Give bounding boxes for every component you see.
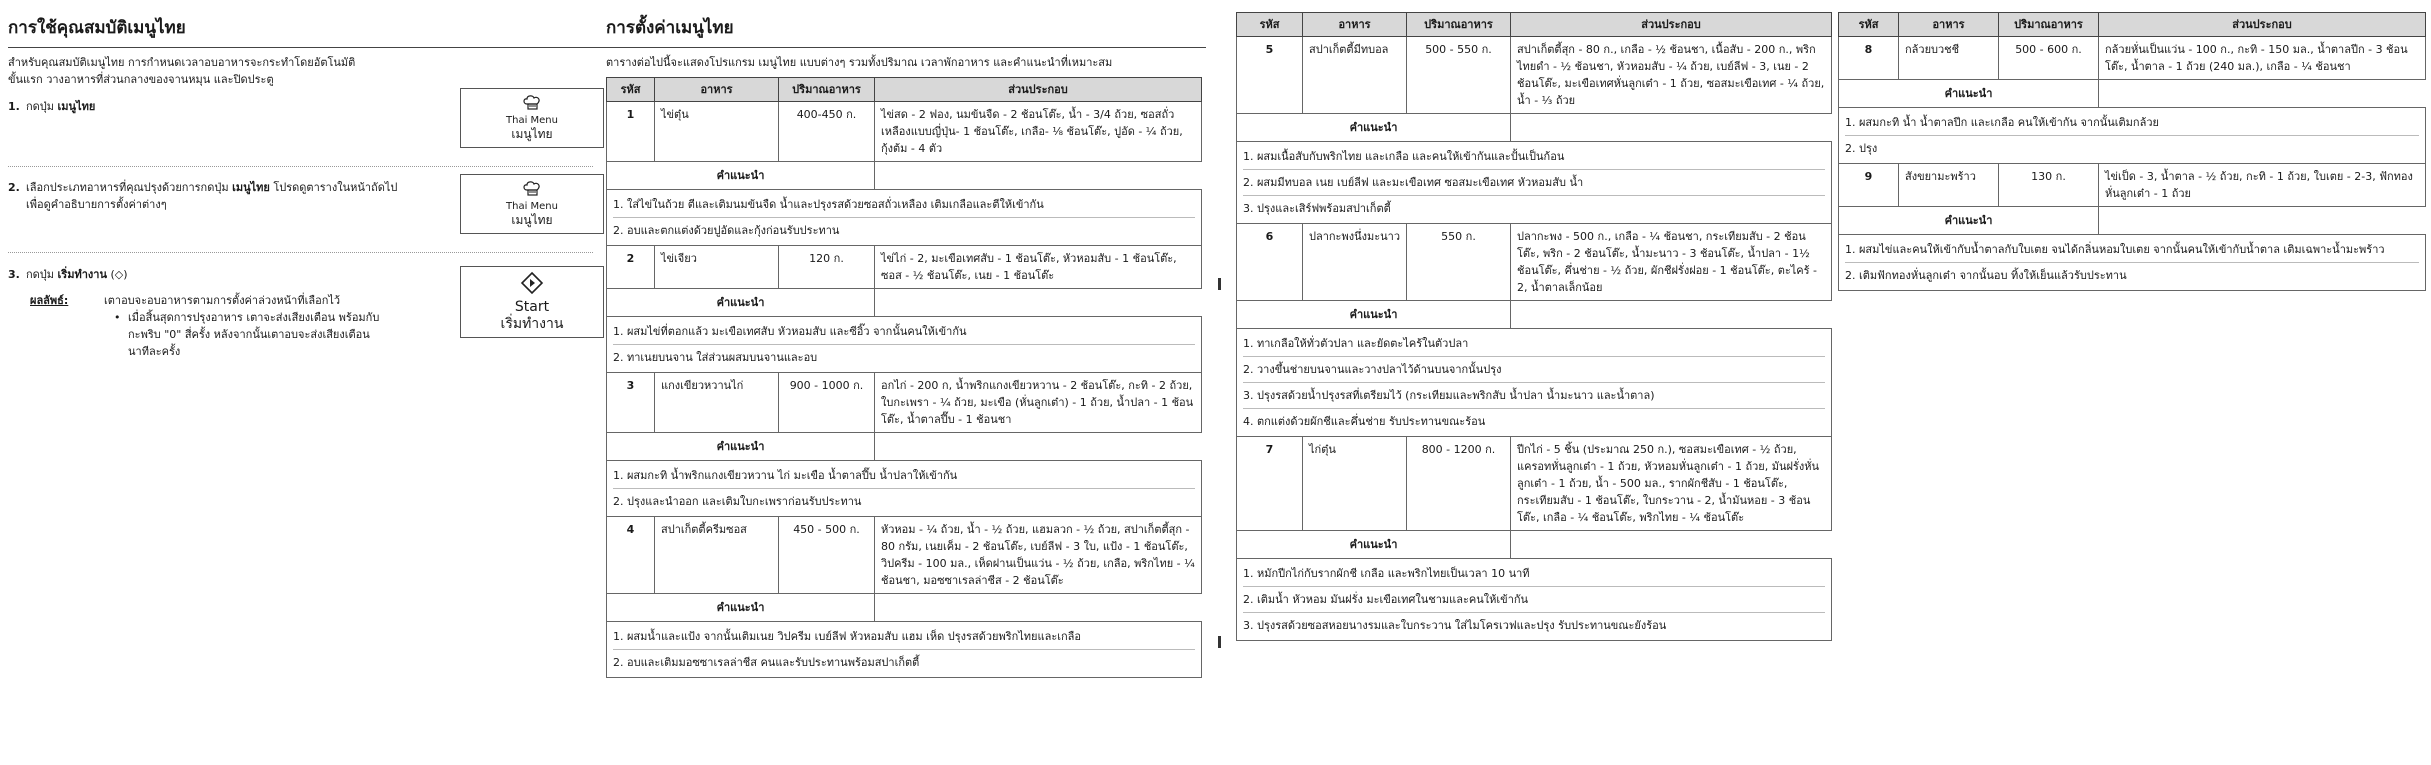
- bullet-line-2: กะพริบ "0" สี่ครั้ง หลังจากนั้นเตาอบจะส่งเสียงเตือน: [128, 328, 370, 341]
- advice-header-row: [1839, 80, 2426, 108]
- result-text: เตาอบจะอบอาหารตามการตั้งค่าล่วงหน้าที่เลือกไว้: [104, 294, 341, 307]
- start-symbol-text: (◇): [106, 268, 128, 281]
- start-label-th: เริ่มทำงาน: [500, 316, 564, 332]
- start-diamond-icon: [520, 271, 544, 299]
- cell-code: 6: [1237, 224, 1303, 301]
- page-edge-mark: [1218, 636, 1221, 648]
- cell-ingredients: ไข่ไก่ - 2, มะเขือเทศสับ - 1 ช้อนโต๊ะ, หัวหอมสับ - 1 ช้อนโต๊ะ, ซอส - ½ ช้อนโต๊ะ, เนย - 1 ช้อนโต๊ะ: [875, 246, 1202, 289]
- start-label-en: Start: [514, 299, 550, 315]
- step-text-tail: โปรดดูตารางในหน้าถัดไป: [269, 181, 398, 194]
- table-row: [607, 373, 1202, 433]
- cell-quantity: 500 - 600 ก.: [1999, 37, 2099, 80]
- cell-code: 5: [1237, 37, 1303, 114]
- thai-menu-label-th: เมนูไทย: [511, 127, 553, 141]
- cell-food: สังขยามะพร้าว: [1899, 164, 1999, 207]
- advice-header-row: [1237, 531, 1832, 559]
- advice-step: 2. อบและเติมมอซซาเรลล่าชีส คนและรับประทานพร้อมสปาเก็ตตี้: [613, 656, 920, 669]
- advice-row: [607, 190, 1202, 246]
- col-header-ingredients: ส่วนประกอบ: [875, 78, 1202, 102]
- cell-quantity: 800 - 1200 ก.: [1407, 437, 1511, 531]
- advice-step: 2. เติมฟักทองหั่นลูกเต๋า จากนั้นอบ ทิ้งให้เย็นแล้วรับประทาน: [1845, 269, 2127, 282]
- cell-food: สปาเก็ตตี้ครีมซอส: [655, 517, 779, 594]
- menu-table-column-3: [1236, 12, 1836, 641]
- cell-quantity: 130 ก.: [1999, 164, 2099, 207]
- advice-cell: [607, 622, 1202, 678]
- col-header-quantity: ปริมาณอาหาร: [779, 78, 875, 102]
- advice-row: [607, 461, 1202, 517]
- step-key-name: เมนูไทย: [232, 181, 270, 194]
- advice-cell: [1237, 559, 1832, 641]
- step-number: 1.: [8, 100, 20, 113]
- advice-step: 2. เติมน้ำ หัวหอม มันฝรั่ง มะเขือเทศในชามและคนให้เข้ากัน: [1243, 587, 1825, 613]
- table-row: [1839, 164, 2426, 207]
- advice-step: 1. ผสมกะทิ น้ำ น้ำตาลปีก และเกลือ คนให้เข้ากัน จากนั้นเติมกล้วย: [1845, 110, 2419, 136]
- advice-header-row: [1237, 301, 1832, 329]
- col-header-food: อาหาร: [1899, 13, 1999, 37]
- bullet-line-3: นาทีละครั้ง: [128, 345, 181, 358]
- col-header-food: อาหาร: [1303, 13, 1407, 37]
- advice-label: คำแนะนำ: [1839, 80, 2099, 108]
- step-key-name: เริ่มทำงาน: [57, 268, 107, 281]
- cell-food: สปาเก็ตตี้มีทบอล: [1303, 37, 1407, 114]
- step-text: เลือกประเภทอาหารที่คุณปรุงด้วยการกดปุ่ม: [26, 181, 233, 194]
- result-label: ผลลัพธ์:: [30, 294, 69, 307]
- table-row: [607, 517, 1202, 594]
- advice-label: คำแนะนำ: [607, 594, 875, 622]
- advice-step: 1. หมักปีกไก่กับรากผักชี เกลือ และพริกไทยเป็นเวลา 10 นาที: [1243, 561, 1825, 587]
- advice-row: [607, 317, 1202, 373]
- cell-code: 9: [1839, 164, 1899, 207]
- cell-code: 2: [607, 246, 655, 289]
- cell-code: 8: [1839, 37, 1899, 80]
- table-row: [1237, 37, 1832, 114]
- cell-ingredients: สปาเก็ตตี้สุก - 80 ก., เกลือ - ½ ช้อนชา, เนื้อสับ - 200 ก., พริกไทยดำ - ½ ช้อนชา, หัวหอมสับ - ¼ ถ้วย, เบย์ลีฟ - 3, เนย - 2 ช้อนโต๊ะ, มะเขือเทศหั่นลูกเต๋า - 1 ถ้วย, ซอสมะเขือเทศ - ¼ ถ้วย, น้ำ - ⅓ ถ้วย: [1511, 37, 1832, 114]
- advice-cell: [607, 461, 1202, 517]
- menu-table-part-2: [1236, 12, 1832, 641]
- cell-ingredients: อกไก่ - 200 ก, น้ำพริกแกงเขียวหวาน - 2 ช้อนโต๊ะ, กะทิ - 2 ถ้วย, ใบกะเพรา - ¼ ถ้วย, มะเขือ (หั่นลูกเต๋า) - 1 ถ้วย, น้ำปลา - 1 ช้อนโต๊ะ, น้ำตาลปี๊บ - 1 ช้อนชา: [875, 373, 1202, 433]
- advice-header-row: [607, 289, 1202, 317]
- bullet-dot: •: [114, 311, 121, 324]
- table-row: [1237, 224, 1832, 301]
- col-header-code: รหัส: [1237, 13, 1303, 37]
- advice-step: 2. ปรุง: [1845, 142, 1878, 155]
- advice-label: คำแนะนำ: [607, 289, 875, 317]
- thai-menu-label-th: เมนูไทย: [511, 213, 553, 227]
- col-header-code: รหัส: [1839, 13, 1899, 37]
- advice-cell: [1237, 142, 1832, 224]
- intro-line-2: ขั้นแรก วางอาหารที่ส่วนกลางของจานหมุน และปิดประตู: [8, 73, 274, 86]
- advice-row: [1237, 329, 1832, 437]
- advice-header-row: [607, 162, 1202, 190]
- thai-menu-label-en: Thai Menu: [506, 115, 558, 126]
- cell-code: 4: [607, 517, 655, 594]
- advice-header-row: [1237, 114, 1832, 142]
- thai-menu-label-en: Thai Menu: [506, 201, 558, 212]
- advice-step: 1. ผสมกะทิ น้ำพริกแกงเขียวหวาน ไก่ มะเขือ น้ำตาลปี๊บ น้ำปลาให้เข้ากัน: [613, 463, 1195, 489]
- cell-food: ปลากะพงนึ่งมะนาว: [1303, 224, 1407, 301]
- table-row: [1839, 37, 2426, 80]
- intro-text: [8, 54, 608, 88]
- advice-row: [1839, 235, 2426, 291]
- advice-row: [1839, 108, 2426, 164]
- advice-step: 1. ผสมเนื้อสับกับพริกไทย และเกลือ และคนให้เข้ากันและปั้นเป็นก้อน: [1243, 144, 1825, 170]
- table-row: [607, 102, 1202, 162]
- cell-quantity: 550 ก.: [1407, 224, 1511, 301]
- menu-table-column-4: [1838, 12, 2428, 291]
- result-bullet: [30, 309, 450, 360]
- cell-quantity: 400-450 ก.: [779, 102, 875, 162]
- chef-hat-icon: [522, 95, 542, 115]
- cell-code: 7: [1237, 437, 1303, 531]
- advice-row: [1237, 559, 1832, 641]
- title-rule: [8, 47, 608, 48]
- cell-food: ไก่ตุ๋น: [1303, 437, 1407, 531]
- advice-cell: [1237, 329, 1832, 437]
- advice-cell: [607, 317, 1202, 373]
- step-2: [8, 179, 397, 213]
- step-3: [8, 266, 128, 283]
- col-header-code: รหัส: [607, 78, 655, 102]
- advice-step: 2. วางขึ้นช่ายบนจานและวางปลาไว้ด้านบนจากนั้นปรุง: [1243, 357, 1825, 383]
- step-number: 2.: [8, 181, 20, 194]
- page-edge-mark: [1218, 278, 1221, 290]
- advice-label: คำแนะนำ: [607, 433, 875, 461]
- advice-header-row: [607, 433, 1202, 461]
- cell-code: 3: [607, 373, 655, 433]
- cell-food: แกงเขียวหวานไก่: [655, 373, 779, 433]
- advice-label: คำแนะนำ: [1237, 531, 1511, 559]
- step-key-name: เมนูไทย: [57, 100, 96, 113]
- advice-step: 1. ผสมไข่ที่ตอกแล้ว มะเขือเทศสับ หัวหอมสับ และซีอิ๊ว จากนั้นคนให้เข้ากัน: [613, 319, 1195, 345]
- title-rule: [606, 47, 1206, 48]
- table-header-row: [1237, 13, 1832, 37]
- intro-text: ตารางต่อไปนี้จะแสดงโปรแกรม เมนูไทย แบบต่างๆ รวมทั้งปริมาณ เวลาพักอาหาร และคำแนะนำที่เหมาะสม: [606, 56, 1113, 69]
- col-header-ingredients: ส่วนประกอบ: [1511, 13, 1832, 37]
- advice-step: 4. ตกแต่งด้วยผักชีและคึ่นช่าย รับประทานขณะร้อน: [1243, 415, 1486, 428]
- menu-table-part-3: [1838, 12, 2426, 291]
- step-1: [8, 98, 95, 115]
- advice-step: 1. ผสมไข่และคนให้เข้ากับน้ำตาลกับใบเตย จนได้กลิ่นหอมใบเตย จากนั้นคนให้เข้ากับน้ำตาล เติมเฉพาะน้ำมะพร้าว: [1845, 237, 2419, 263]
- cell-food: ไข่เจียว: [655, 246, 779, 289]
- advice-step: 2. ปรุงและนำออก และเติมใบกะเพราก่อนรับประทาน: [613, 495, 862, 508]
- step-text: กดปุ่ม: [26, 268, 58, 281]
- cell-quantity: 900 - 1000 ก.: [779, 373, 875, 433]
- result-block: [30, 292, 450, 360]
- step-text-line-2: เพื่อดูคำอธิบายการตั้งค่าต่างๆ: [26, 198, 167, 211]
- advice-step: 3. ปรุงและเสิร์ฟพร้อมสปาเก็ตตี้: [1243, 202, 1391, 215]
- section-title: การใช้คุณสมบัติเมนูไทย: [8, 18, 186, 38]
- section-title: การตั้งค่าเมนูไทย: [606, 18, 734, 38]
- step-number: 3.: [8, 268, 20, 281]
- advice-step: 3. ปรุงรสด้วยน้ำปรุงรสที่เตรียมไว้ (กระเทียมและพริกสับ น้ำปลา น้ำมะนาว และน้ำตาล): [1243, 383, 1825, 409]
- advice-step: 3. ปรุงรสด้วยซอสหอยนางรมและใบกระวาน ใส่ไมโครเวฟและปรุง รับประทานขณะยังร้อน: [1243, 619, 1667, 632]
- cell-quantity: 120 ก.: [779, 246, 875, 289]
- step-text: กดปุ่ม: [26, 100, 58, 113]
- cell-quantity: 500 - 550 ก.: [1407, 37, 1511, 114]
- cell-ingredients: ปลากะพง - 500 ก., เกลือ - ¼ ช้อนชา, กระเทียมสับ - 2 ช้อนโต๊ะ, พริก - 2 ช้อนโต๊ะ, น้ำมะนาว - 3 ช้อนโต๊ะ, น้ำปลา - 1½ ช้อนโต๊ะ, คึ่นช่าย - ½ ถ้วย, ผักชีฝรั่งฝอย - 1 ช้อนโต๊ะ, ตะไคร้ - 2, น้ำตาลเล็กน้อย: [1511, 224, 1832, 301]
- col-header-ingredients: ส่วนประกอบ: [2099, 13, 2426, 37]
- thai-menu-button-illustration-2: [460, 174, 604, 234]
- cell-ingredients: ปีกไก่ - 5 ชิ้น (ประมาณ 250 ก.), ซอสมะเขือเทศ - ½ ถ้วย, แครอทหั่นลูกเต๋า - 1 ถ้วย, หัวหอมหั่นลูกเต๋า - 1 ถ้วย, มันฝรั่งหั่นลูกเต๋า - 1 ถ้วย, น้ำ - 500 มล., รากผักชีสับ - 1 ช้อนโต๊ะ, กระเทียมสับ - 1 ช้อนโต๊ะ, ใบกระวาน - 2, น้ำมันหอย - 3 ช้อนโต๊ะ, เกลือ - ¼ ช้อนโต๊ะ, พริกไทย - ¼ ช้อนโต๊ะ: [1511, 437, 1832, 531]
- intro-line-1: สำหรับคุณสมบัติเมนูไทย การกำหนดเวลาอบอาหารจะกระทำโดยอัตโนมัติ: [8, 56, 356, 69]
- advice-step: 2. อบและตกแต่งด้วยปูอัดและกุ้งก่อนรับประทาน: [613, 224, 840, 237]
- cell-ingredients: กล้วยหั่นเป็นแว่น - 100 ก., กะทิ - 150 มล., น้ำตาลปีก - 3 ช้อนโต๊ะ, น้ำตาล - 1 ถ้วย (240 มล.), เกลือ - ¼ ช้อนชา: [2099, 37, 2426, 80]
- advice-step: 2. ทาเนยบนจาน ใส่ส่วนผสมบนจานและอบ: [613, 351, 818, 364]
- section-using-thai-menu: [8, 0, 608, 358]
- advice-cell: [1839, 108, 2426, 164]
- advice-step: 1. ทาเกลือให้ทั่วตัวปลา และยัดตะไคร้ในตัวปลา: [1243, 331, 1825, 357]
- advice-label: คำแนะนำ: [1237, 301, 1511, 329]
- chef-hat-icon: [522, 181, 542, 201]
- advice-header-row: [1839, 207, 2426, 235]
- advice-header-row: [607, 594, 1202, 622]
- menu-table-part-1: [606, 77, 1202, 678]
- table-row: [1237, 437, 1832, 531]
- advice-row: [607, 622, 1202, 678]
- col-header-quantity: ปริมาณอาหาร: [1999, 13, 2099, 37]
- advice-step: 1. ผสมน้ำและแป้ง จากนั้นเติมเนย วิปครีม เบย์ลีฟ หัวหอมสับ แฮม เห็ด ปรุงรสด้วยพริกไทยและเกลือ: [613, 624, 1195, 650]
- advice-label: คำแนะนำ: [1237, 114, 1511, 142]
- cell-ingredients: ไข่สด - 2 ฟอง, นมข้นจืด - 2 ช้อนโต๊ะ, น้ำ - 3/4 ถ้วย, ซอสถั่วเหลืองแบบญี่ปุ่น- 1 ช้อนโต๊ะ, เกลือ- ⅛ ช้อนโต๊ะ, ปูอัด - ¼ ถ้วย, กุ้งต้ม - 4 ตัว: [875, 102, 1202, 162]
- table-header-row: [1839, 13, 2426, 37]
- cell-code: 1: [607, 102, 655, 162]
- table-header-row: [607, 78, 1202, 102]
- advice-cell: [607, 190, 1202, 246]
- step-divider: [8, 166, 593, 167]
- cell-ingredients: หัวหอม - ¼ ถ้วย, น้ำ - ½ ถ้วย, แฮมลวก - ½ ถ้วย, สปาเก็ตตี้สุก - 80 กรัม, เนยเค็ม - 2 ช้อนโต๊ะ, เบย์ลีฟ - 3 ใบ, แป้ง - 1 ช้อนโต๊ะ, วิปครีม - 100 มล., เห็ดฝานเป็นแว่น - ½ ถ้วย, เกลือ, พริกไทย - ¼ ช้อนชา, มอซซาเรลล่าชีส - 2 ช้อนโต๊ะ: [875, 517, 1202, 594]
- step-divider: [8, 252, 593, 253]
- advice-cell: [1839, 235, 2426, 291]
- advice-label: คำแนะนำ: [607, 162, 875, 190]
- cell-quantity: 450 - 500 ก.: [779, 517, 875, 594]
- section-thai-menu-settings: [606, 0, 1206, 678]
- advice-row: [1237, 142, 1832, 224]
- advice-label: คำแนะนำ: [1839, 207, 2099, 235]
- start-button-illustration: [460, 266, 604, 338]
- cell-ingredients: ไข่เป็ด - 3, น้ำตาล - ½ ถ้วย, กะทิ - 1 ถ้วย, ใบเตย - 2-3, ฟักทองหั่นลูกเต๋า - 1 ถ้วย: [2099, 164, 2426, 207]
- advice-step: 1. ใส่ไข่ในถ้วย ตีและเติมนมข้นจืด น้ำและปรุงรสด้วยซอสถั่วเหลือง เติมเกลือและตีให้เข้ากัน: [613, 192, 1195, 218]
- cell-food: กล้วยบวชชี: [1899, 37, 1999, 80]
- advice-step: 2. ผสมมีทบอล เนย เบย์ลีฟ และมะเขือเทศ ซอสมะเขือเทศ หัวหอมสับ น้ำ: [1243, 170, 1825, 196]
- col-header-food: อาหาร: [655, 78, 779, 102]
- bullet-line-1: เมื่อสิ้นสุดการปรุงอาหาร เตาจะส่งเสียงเตือน พร้อมกับ: [128, 311, 380, 324]
- col-header-quantity: ปริมาณอาหาร: [1407, 13, 1511, 37]
- thai-menu-button-illustration: [460, 88, 604, 148]
- table-row: [607, 246, 1202, 289]
- cell-food: ไข่ตุ๋น: [655, 102, 779, 162]
